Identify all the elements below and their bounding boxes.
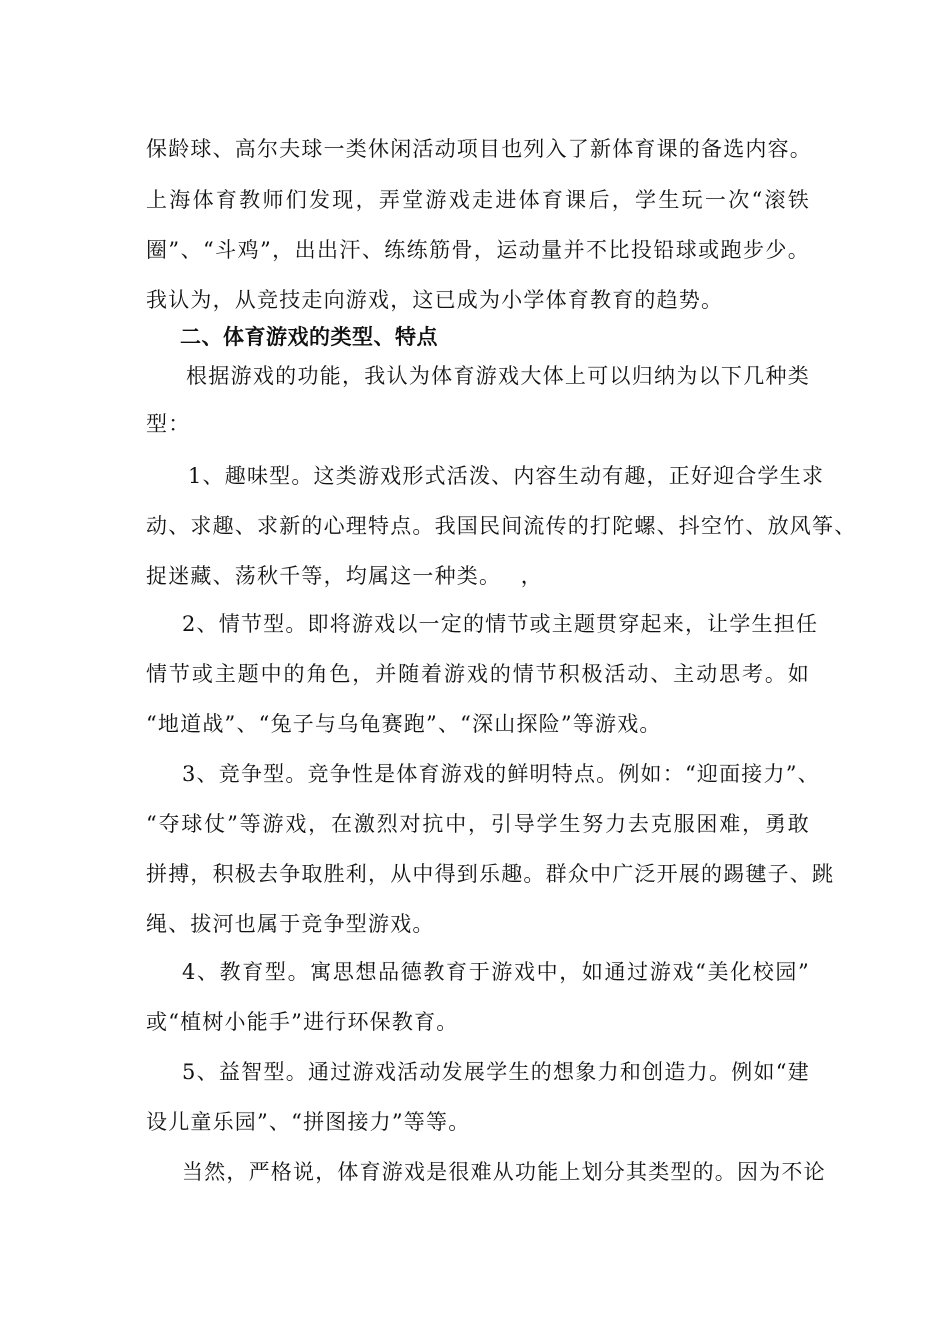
text-line: 或“植树小能手”进行环保教育。 xyxy=(146,1010,459,1034)
text-line: 上海体育教师们发现，弄堂游戏走进体育课后，学生玩一次“滚铁 xyxy=(146,188,810,212)
section-heading: 二、体育游戏的类型、特点 xyxy=(180,325,438,349)
text-line: “夺球仗”等游戏，在激烈对抗中，引导学生努力去克服困难，勇敢 xyxy=(146,812,810,836)
text-line: 设儿童乐园”、“拼图接力”等等。 xyxy=(146,1110,471,1134)
text-line: 情节或主题中的角色，并随着游戏的情节积极活动、主动思考。如 xyxy=(146,662,810,686)
text-line: 圈”、“斗鸡”，出出汗、练练筋骨，运动量并不比投铅球或跑步少。 xyxy=(146,238,810,262)
text-line: 当然，严格说，体育游戏是很难从功能上划分其类型的。因为不论 xyxy=(182,1160,826,1184)
text-line: 2、情节型。即将游戏以一定的情节或主题贯穿起来，让学生担任 xyxy=(182,612,819,636)
text-line: 根据游戏的功能，我认为体育游戏大体上可以归纳为以下几种类 xyxy=(186,364,810,388)
text-line: 4、教育型。寓思想品德教育于游戏中，如通过游戏“美化校园” xyxy=(182,960,810,984)
text-line: 绳、拔河也属于竞争型游戏。 xyxy=(146,912,435,936)
text-line: 我认为，从竞技走向游戏，这已成为小学体育教育的趋势。 xyxy=(146,288,724,312)
text-line: 拼搏，积极去争取胜利，从中得到乐趣。群众中广泛开展的踢毽子、跳 xyxy=(146,862,835,886)
text-line: 动、求趣、求新的心理特点。我国民间流传的打陀螺、抖空竹、放风筝、 xyxy=(146,514,857,538)
text-line: 保龄球、高尔夫球一类休闲活动项目也列入了新体育课的备选内容。 xyxy=(146,137,812,161)
text-line: 5、益智型。通过游戏活动发展学生的想象力和创造力。例如“建 xyxy=(182,1060,810,1084)
text-line: “地道战”、“兔子与乌龟赛跑”、“深山探险”等游戏。 xyxy=(146,712,662,736)
text-line: 3、竞争型。竞争性是体育游戏的鲜明特点。例如：“迎面接力”、 xyxy=(182,762,820,786)
text-line: 型： xyxy=(146,412,191,436)
text-line: 捉迷藏、荡秋千等，均属这一种类。 ， xyxy=(146,564,543,588)
text-line: 1、趣味型。这类游戏形式活泼、内容生动有趣，正好迎合学生求 xyxy=(188,464,825,488)
